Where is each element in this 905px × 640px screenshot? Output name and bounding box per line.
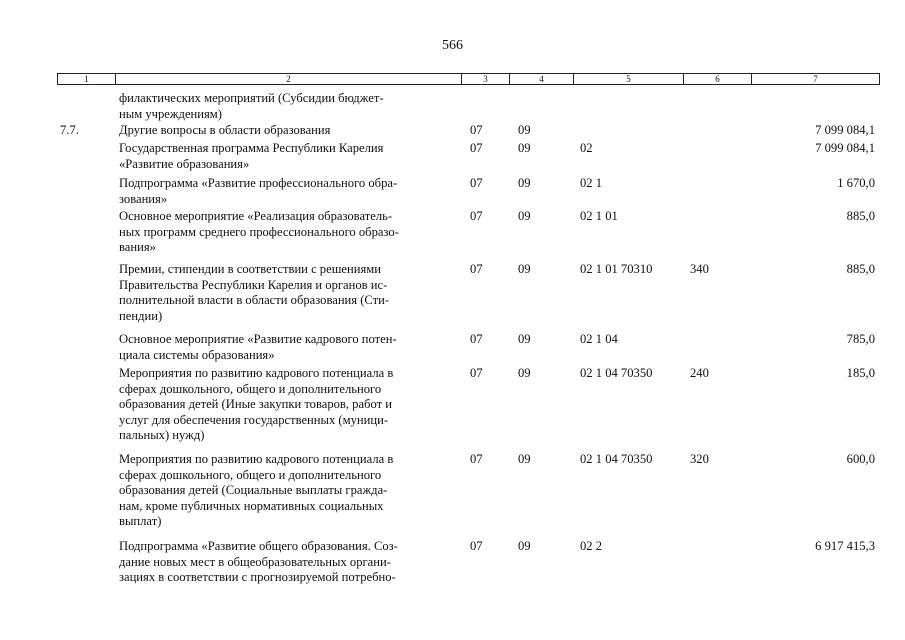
- row-description: Премии, стипендии в соответствии с решениями Правительства Республики Карелия и органов ис- полнительной власти в области образования (Сти- пендии): [119, 262, 390, 323]
- section-code: 07: [470, 209, 483, 223]
- section-code: 07: [470, 123, 483, 137]
- subsection-code: 09: [518, 332, 531, 346]
- expense-type-code: 340: [690, 262, 709, 276]
- column-header-3: 3: [462, 74, 510, 85]
- column-header-4: 4: [510, 74, 574, 85]
- amount: 1 670,0: [837, 176, 875, 190]
- target-article-code: 02 1 01: [580, 209, 618, 223]
- amount: 185,0: [846, 366, 875, 380]
- row-description: Государственная программа Республики Карелия «Развитие образования»: [119, 141, 384, 171]
- target-article-code: 02 1 04 70350: [580, 452, 653, 466]
- column-header-5: 5: [574, 74, 684, 85]
- row-description: Мероприятия по развитию кадрового потенциала в сферах дошкольного, общего и дополнительного образования детей (Иные закупки товаров, работ и услуг для обеспечения государственных (муници- пальных) нужд): [119, 366, 394, 443]
- target-article-code: 02: [580, 141, 593, 155]
- subsection-code: 09: [518, 141, 531, 155]
- column-header-6: 6: [684, 74, 752, 85]
- subsection-code: 09: [518, 209, 531, 223]
- row-description: Основное мероприятие «Развитие кадрового потен- циала системы образования»: [119, 332, 397, 362]
- amount: 7 099 084,1: [815, 123, 875, 137]
- subsection-code: 09: [518, 366, 531, 380]
- subsection-code: 09: [518, 539, 531, 553]
- amount: 885,0: [846, 262, 875, 276]
- amount: 600,0: [846, 452, 875, 466]
- column-header-7: 7: [752, 74, 880, 85]
- expense-type-code: 240: [690, 366, 709, 380]
- row-description: Подпрограмма «Развитие общего образования. Соз- дание новых мест в общеобразовательных органи- зациях в соответствии с прогнозируемой потребно-: [119, 539, 398, 585]
- column-header-2: 2: [116, 74, 462, 85]
- section-code: 07: [470, 141, 483, 155]
- expense-type-code: 320: [690, 452, 709, 466]
- target-article-code: 02 1 04 70350: [580, 366, 653, 380]
- section-code: 07: [470, 539, 483, 553]
- row-description: Подпрограмма «Развитие профессионального обра- зования»: [119, 176, 398, 206]
- target-article-code: 02 1 04: [580, 332, 618, 346]
- row-number: 7.7.: [60, 123, 79, 137]
- section-code: 07: [470, 366, 483, 380]
- section-code: 07: [470, 262, 483, 276]
- row-description: филактических мероприятий (Субсидии бюджет- ным учреждениям): [119, 91, 384, 121]
- subsection-code: 09: [518, 176, 531, 190]
- target-article-code: 02 1 01 70310: [580, 262, 653, 276]
- target-article-code: 02 1: [580, 176, 603, 190]
- amount: 6 917 415,3: [815, 539, 875, 553]
- row-description: Мероприятия по развитию кадрового потенциала в сферах дошкольного, общего и дополнительного образования детей (Социальные выплаты гражда- нам, кроме публичных нормативных социальных выплат): [119, 452, 394, 529]
- subsection-code: 09: [518, 123, 531, 137]
- section-code: 07: [470, 452, 483, 466]
- amount: 885,0: [846, 209, 875, 223]
- page-number: 566: [442, 38, 463, 53]
- target-article-code: 02 2: [580, 539, 603, 553]
- row-description: Другие вопросы в области образования: [119, 123, 331, 137]
- section-code: 07: [470, 176, 483, 190]
- subsection-code: 09: [518, 452, 531, 466]
- section-code: 07: [470, 332, 483, 346]
- row-description: Основное мероприятие «Реализация образователь- ных программ среднего профессионального образо- вания»: [119, 209, 399, 255]
- amount: 7 099 084,1: [815, 141, 875, 155]
- column-header-1: 1: [58, 74, 116, 85]
- column-header-table: [57, 73, 880, 85]
- amount: 785,0: [846, 332, 875, 346]
- column-header-row: [58, 74, 880, 85]
- subsection-code: 09: [518, 262, 531, 276]
